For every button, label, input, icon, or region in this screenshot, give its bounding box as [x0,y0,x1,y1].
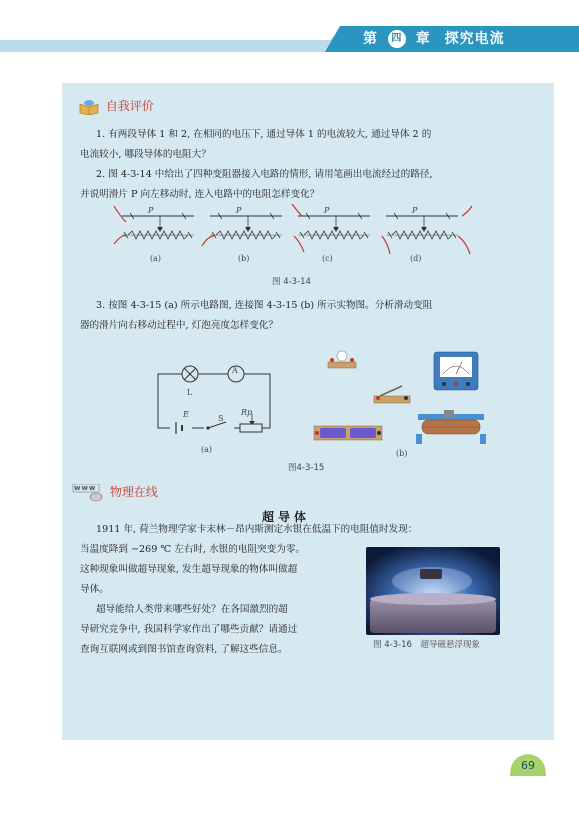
ammeter-image [434,352,478,390]
page-number: 69 [521,759,535,772]
ammeter-label: A [232,366,238,375]
online-heading [72,483,158,501]
q3-line2: 器的滑片向右移动过程中, 灯泡亮度怎样变化？ [80,320,278,331]
q1-line1: 1. 有两段导体 1 和 2, 在相同的电压下, 通过导体 1 的电流较大, 通过导体 2 的 [96,129,432,140]
q2-line2: 并说明滑片 P 向左移动时, 连入电路中的电阻怎样变化？ [80,189,320,200]
rheostat-a [114,206,194,244]
rheostat-label-d: (d) [410,254,422,263]
rheostat-label: Rp [241,408,253,417]
chapter-suffix: 章 [415,31,431,47]
para1-line3: 这种现象叫做超导现象, 发生超导现象的物体叫做超 [80,564,298,575]
bulb-holder-image [328,351,356,368]
source-label: E [183,410,189,419]
battery-pack-image [314,426,382,440]
chapter-number-badge: 四 [388,30,406,48]
q1-line2: 电流较小, 哪段导体的电阻大？ [80,149,211,160]
para1-line2: 当温度降到 −269 ℃ 左右时, 水银的电阻突变为零。 [80,544,306,555]
para2-line2: 导研究竞争中, 我国科学家作出了哪些贡献？请通过 [80,624,298,635]
figure-4-3-16-caption: 图 4-3-16 超导磁悬浮现象 [373,640,480,650]
book-icon [78,99,100,115]
chapter-name: 探究电流 [444,31,505,47]
switch-image [374,386,410,403]
para1-line4: 导体。 [80,584,109,595]
slider-p-c: P [324,206,330,215]
rheostat-c [292,204,390,254]
rheostat-label-c: (c) [322,254,333,263]
article-title: 超导体 [262,510,311,524]
chapter-title [363,28,505,50]
chapter-prefix: 第 [363,31,378,47]
circuit-diagram [150,358,280,440]
rheostat-figures [112,204,472,256]
rheostat-label-b: (b) [238,254,250,263]
levitation-photo [366,547,500,635]
para1-line1: 1911 年, 荷兰物理学家卡末林－昂内斯测定水银在低温下的电阻值时发现： [96,524,418,535]
self-eval-heading [78,97,154,115]
apparatus-illustration [310,344,490,448]
apparatus-label-b: (b) [396,449,408,458]
slider-p-b: P [236,206,242,215]
slider-p-d: P [412,206,418,215]
rheostat-label-a: (a) [150,254,162,263]
lamp-label: L [187,388,193,397]
para2-line3: 查询互联网或到图书馆查询资料, 了解这些信息。 [80,644,288,655]
switch-label: S [218,414,224,423]
self-eval-heading-text: 自我评价 [105,99,154,113]
rheostat-image [416,410,486,444]
rheostat-d [386,206,472,254]
rheostat-b [202,213,304,252]
q2-line1: 2. 图 4-3-14 中给出了四种变阻器接入电路的情形, 请用笔画出电流经过的路径, [96,169,433,180]
figure-4-3-14-caption: 图 4-3-14 [272,277,311,287]
slider-p-a: P [148,206,154,215]
figure-4-3-15-caption: 图4-3-15 [288,463,325,473]
circuit-label-a: (a) [201,445,213,454]
online-heading-text: 物理在线 [109,485,158,499]
q3-line1: 3. 按图 4-3-15 (a) 所示电路图, 连接图 4-3-15 (b) 所示实物图。分析滑动变阻 [96,300,433,311]
www-mouse-icon: www [72,484,104,502]
para2-line1: 超导能给人类带来哪些好处？在各国激烈的超 [96,604,288,615]
